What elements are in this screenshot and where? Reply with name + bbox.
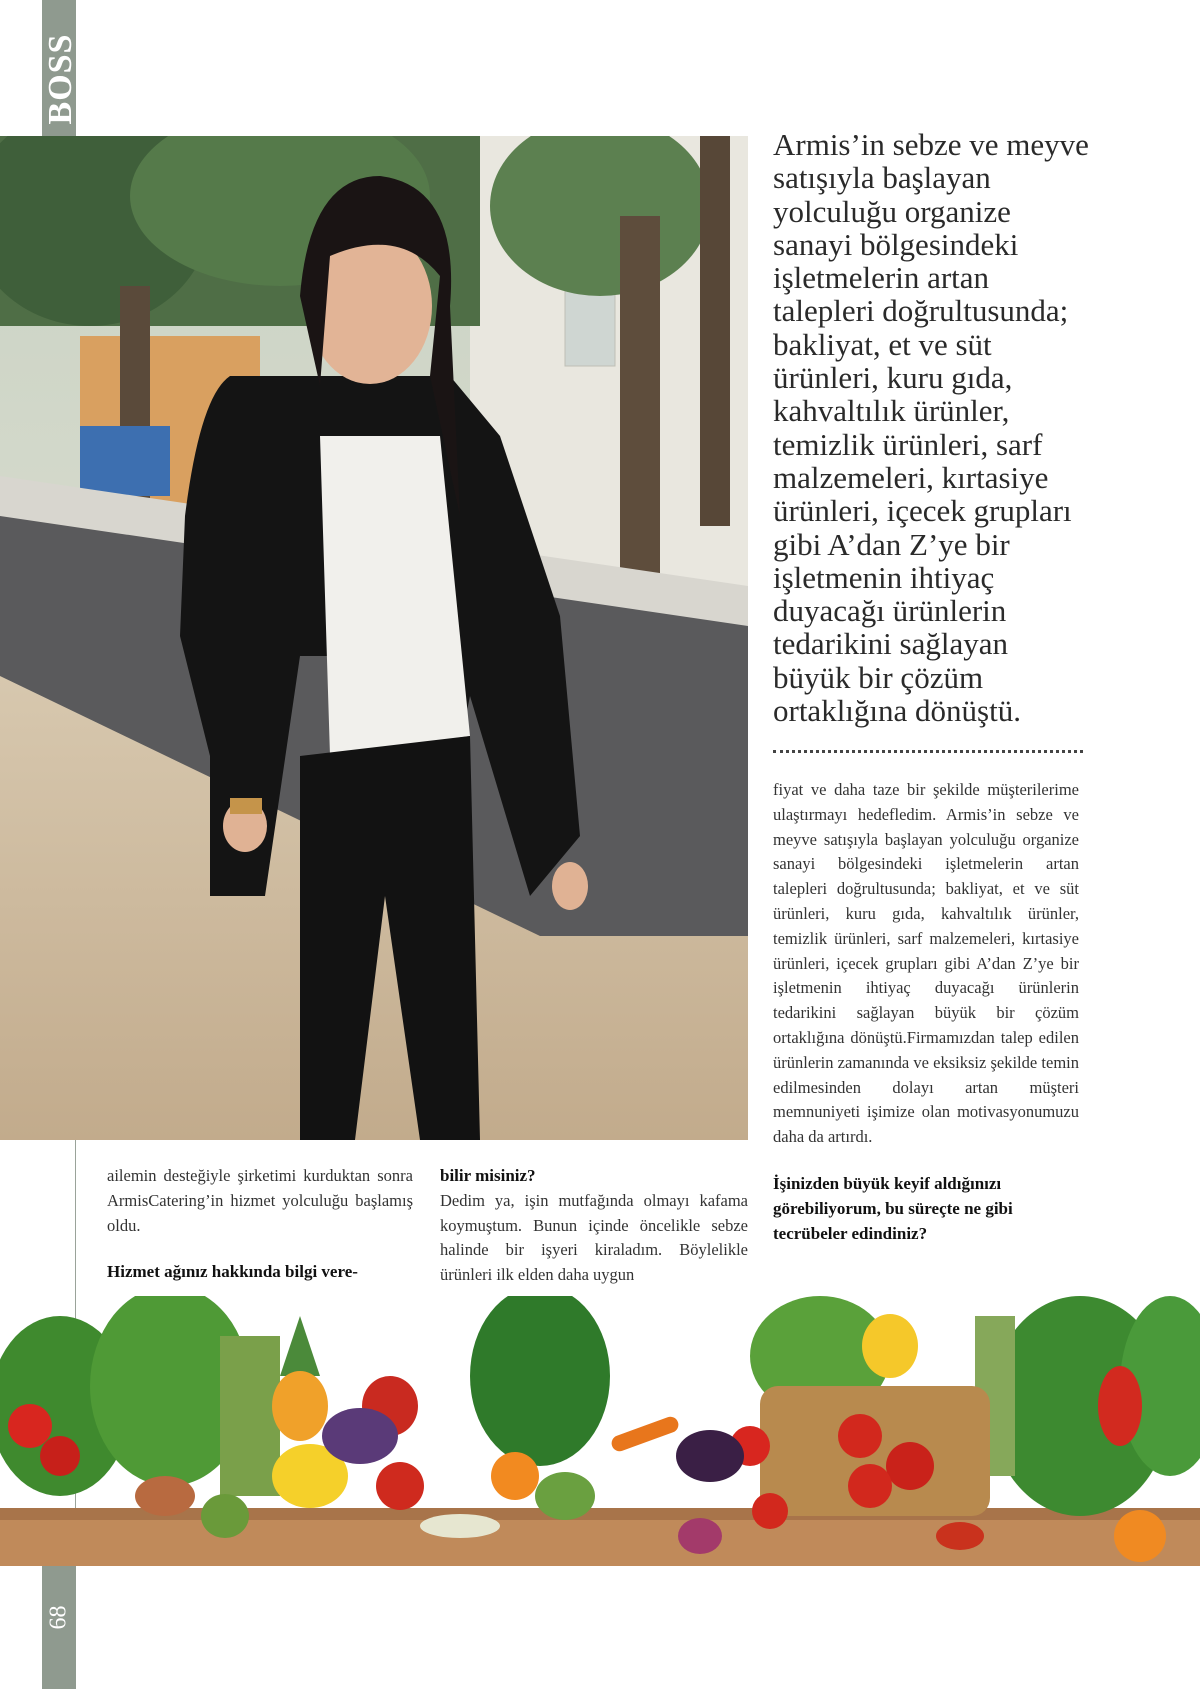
page-number: 68 xyxy=(45,1605,72,1630)
portrait-photo xyxy=(0,136,748,1140)
interview-question-continued: bilir misiniz? xyxy=(440,1166,536,1185)
article-column-2 xyxy=(440,1164,748,1288)
magazine-brand: BOSS xyxy=(42,33,79,125)
spine-top-bar xyxy=(42,0,79,140)
interview-question: İşinizden büyük keyif aldığınızı görebiliyorum, bu süreçte ne gibi tecrübeler edindiniz? xyxy=(773,1173,1013,1243)
dotted-divider xyxy=(773,750,1083,753)
article-column-1 xyxy=(107,1164,413,1285)
pull-quote: Armis’in sebze ve meyve satışıyla başlayan yolculuğu organize sanayi bölgesindeki işletmelerin artan talepleri doğrultusunda; bakliyat, et ve süt ürünleri, kuru gıda, kahvaltılık ürünler, temizlik ürünleri, sarf malzemeleri, kırtasiye ürünleri, içecek grupları gibi A’dan Z’ye bir işletmenin ihtiyaç duyacağı ürünlerin tedarikini sağlayan büyük bir çözüm ortaklığına dönüştü. xyxy=(773,127,1089,729)
paragraph: ailemin desteğiyle şirketimi kurduktan sonra ArmisCatering’in hizmet yolculuğu başlamış oldu. xyxy=(107,1166,413,1235)
article-column-3 xyxy=(773,778,1079,1246)
paragraph: fiyat ve daha taze bir şekilde müşterilerime ulaştırmayı hedefledim. Armis’in sebze ve meyve satışıyla başlayan yolculuğu organize sanayi bölgesindeki işletmelerin artan talepleri doğrultusunda; bakliyat, et ve süt ürünleri, kuru gıda, kahvaltılık ürünler, temizlik ürünleri, sarf malzemeleri, kırtasiye ürünleri, içecek grupları gibi A’dan Z’ye bir işletmenin ihtiyaç duyacağı ürünlerin tedarikini sağlayan büyük bir çözüm ortaklığına dönüştü.Firmamızdan talep edilen ürünlerin zamanında ve eksiksiz şekilde temin edilmesinden dolayı artan müşteri memnuniyeti işimize olan motivasyonumuzu daha da artırdı. xyxy=(773,780,1079,1147)
vegetables-illustration xyxy=(0,1296,1200,1596)
interview-question: Hizmet ağınız hakkında bilgi vere- xyxy=(107,1262,358,1282)
paragraph: Dedim ya, işin mutfağında olmayı kafama koymuştum. Bunun içinde öncelikle sebze halinde bir işyeri kiraladım. Böylelikle ürünleri ilk elden daha uygun xyxy=(440,1190,748,1285)
